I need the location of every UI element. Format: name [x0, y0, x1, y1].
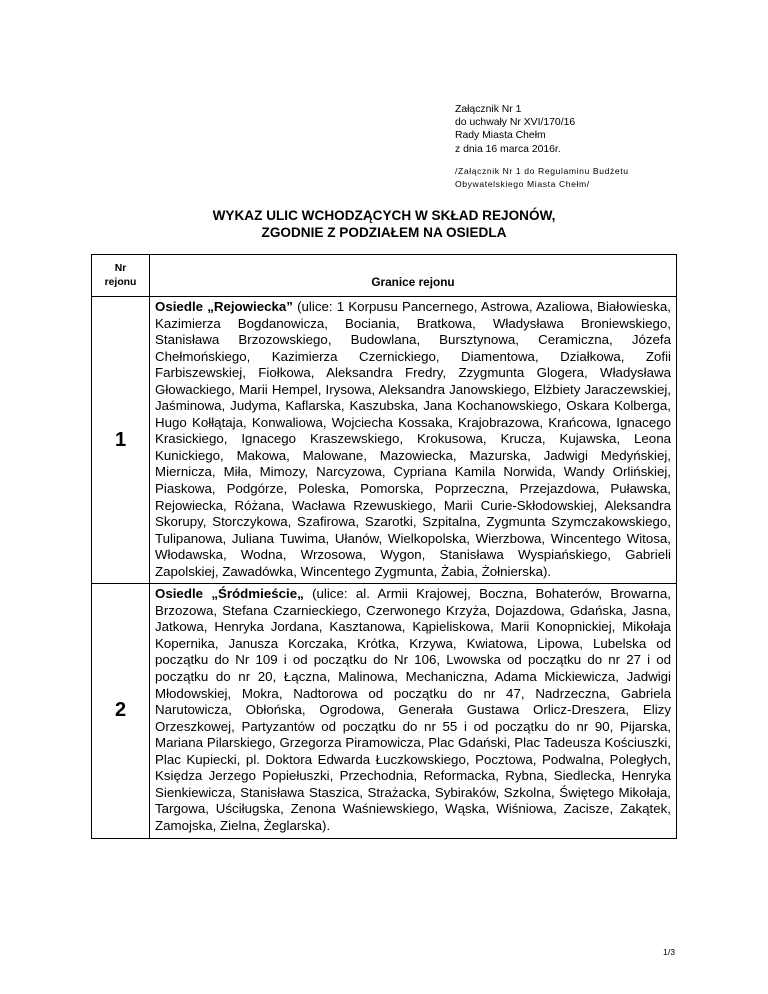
annex-line: z dnia 16 marca 2016r.: [455, 143, 561, 155]
table-header-row: [92, 255, 677, 297]
annex-line: Rady Miasta Chełm: [455, 130, 546, 142]
column-header-borders: Granice rejonu: [150, 255, 677, 297]
estate-name: Osiedle „Rejowiecka”: [155, 299, 293, 314]
table-row: [92, 584, 677, 838]
annex-note: /Załącznik Nr 1 do Regulaminu Budżetu Obywatelskiego Miasta Chełm/: [455, 165, 629, 189]
column-header-nr-label: Nr rejonu: [104, 262, 137, 288]
title-line-2: ZGODNIE Z PODZIAŁEM NA OSIEDLA: [261, 224, 507, 240]
annex-line: Załącznik Nr 1: [455, 104, 522, 115]
regions-table: [91, 254, 677, 839]
annex-line: do uchwały Nr XVI/170/16: [455, 117, 576, 129]
estate-name: Osiedle „Śródmieście„: [155, 586, 304, 602]
region-description: [150, 297, 677, 584]
street-list: (ulice: al. Armii Krajowej, Boczna, Bohaterów, Browarna, Brzozowa, Stefana Czarnieckiego, Czerwonego Krzyża, Dojazdowa, Gdańska, Jasna, Jatkowa, Henryka Jordana, Kasztanowa, Kąpieliskowa, Marii Konopnickiej, Mikołaja Kopernika, Janusza Korczaka, Krótka, Krzywa, Kwiatowa, Lipowa, Lubelska od początku do Nr 109 i od początku do Nr 106, Lwowska od początku do nr 27 i od początku do nr 20, Łączna, Malinowa, Mechaniczna, Adama Mickiewicza, Jadwigi Młodowskiej, Mokra, Nadtorowa od początku do nr 47, Nadrzeczna, Gabriela Narutowicza, Obłońska, Ogrodowa, Generała Gustawa Orlicz-Dreszera, Elizy Orzeszkowej, Partyzantów od początku do nr 55 i od początku do nr 90, Pijarska, Mariana Pilarskiego, Grzegorza Piramowicza, Plac Gdański, Plac Tadeusza Kościuszki, Plac Kupiecki, pl. Doktora Edwarda Łuczkowskiego, Pocztowa, Podwalna, Poległych, Księdza Jerzego Popiełuszki, Przechodnia, Reformacka, Rybna, Siedlecka, Henryka Sienkiewicza, Stanisława Staszica, Strażacka, Sybiraków, Szkolna, Świętego Mikołaja, Targowa, Uściługska, Zenona Waśniewskiego, Wąska, Wiśniowa, Zacisze, Zakątek, Zamojska, Zielna, Żeglarska).: [155, 586, 671, 833]
document-title: [100, 208, 668, 241]
region-number: 1: [92, 297, 150, 584]
region-description: [150, 584, 677, 838]
region-number: 2: [92, 584, 150, 838]
page-number: 1/3: [663, 947, 675, 957]
table-row: [92, 297, 677, 584]
title-line-1: WYKAZ ULIC WCHODZĄCYCH W SKŁAD REJONÓW,: [212, 208, 556, 223]
column-header-nr: [92, 255, 150, 297]
annex-header: [455, 103, 745, 191]
street-list: (ulice: 1 Korpusu Pancernego, Astrowa, Azaliowa, Białowieska, Kazimierza Bogdanowicza, Bociania, Bratkowa, Władysława Broniewskiego, Stanisława Brzozowskiego, Budowlana, Bursztynowa, Ceramiczna, Józefa Chełmońskiego, Kazimierza Czernickiego, Diamentowa, Działkowa, Zofii Farbiszewskiej, Fiołkowa, Aleksandra Fredry, Zzygmunta Glogera, Władysława Głowackiego, Marii Hempel, Irysowa, Aleksandra Janowskiego, Elżbiety Jaraczewskiej, Jaśminowa, Judyma, Kaflarska, Kaszubska, Jana Kochanowskiego, Oskara Kolberga, Hugo Kołłątaja, Konwaliowa, Wojciecha Kossaka, Krajobrazowa, Krańcowa, Ignacego Krasickiego, Ignacego Kraszewskiego, Krokusowa, Krucza, Kujawska, Leona Kunickiego, Makowa, Malowane, Mazowiecka, Mazurska, Jadwigi Medyńskiej, Miernicza, Miła, Mimozy, Narcyzowa, Cypriana Kamila Norwida, Wandy Orlińskiej, Piaskowa, Podgórze, Poleska, Pomorska, Poprzeczna, Przejazdowa, Puławska, Rejowiecka, Różana, Wacława Rzewuskiego, Marii Curie-Skłodowskiej, Aleksandra Skorupy, Storczykowa, Szafirowa, Szarotki, Szpitalna, Zygmunta Szymczakowskiego, Tulipanowa, Juliana Tuwima, Ułanów, Wielkopolska, Wierzbowa, Wincentego Witosa, Włodawska, Wodna, Wrzosowa, Wygon, Stanisława Wyspiańskiego, Gabrieli Zapolskiej, Zawadówka, Wincentego Zygmunta, Żabia, Żołnierska).: [155, 299, 671, 579]
